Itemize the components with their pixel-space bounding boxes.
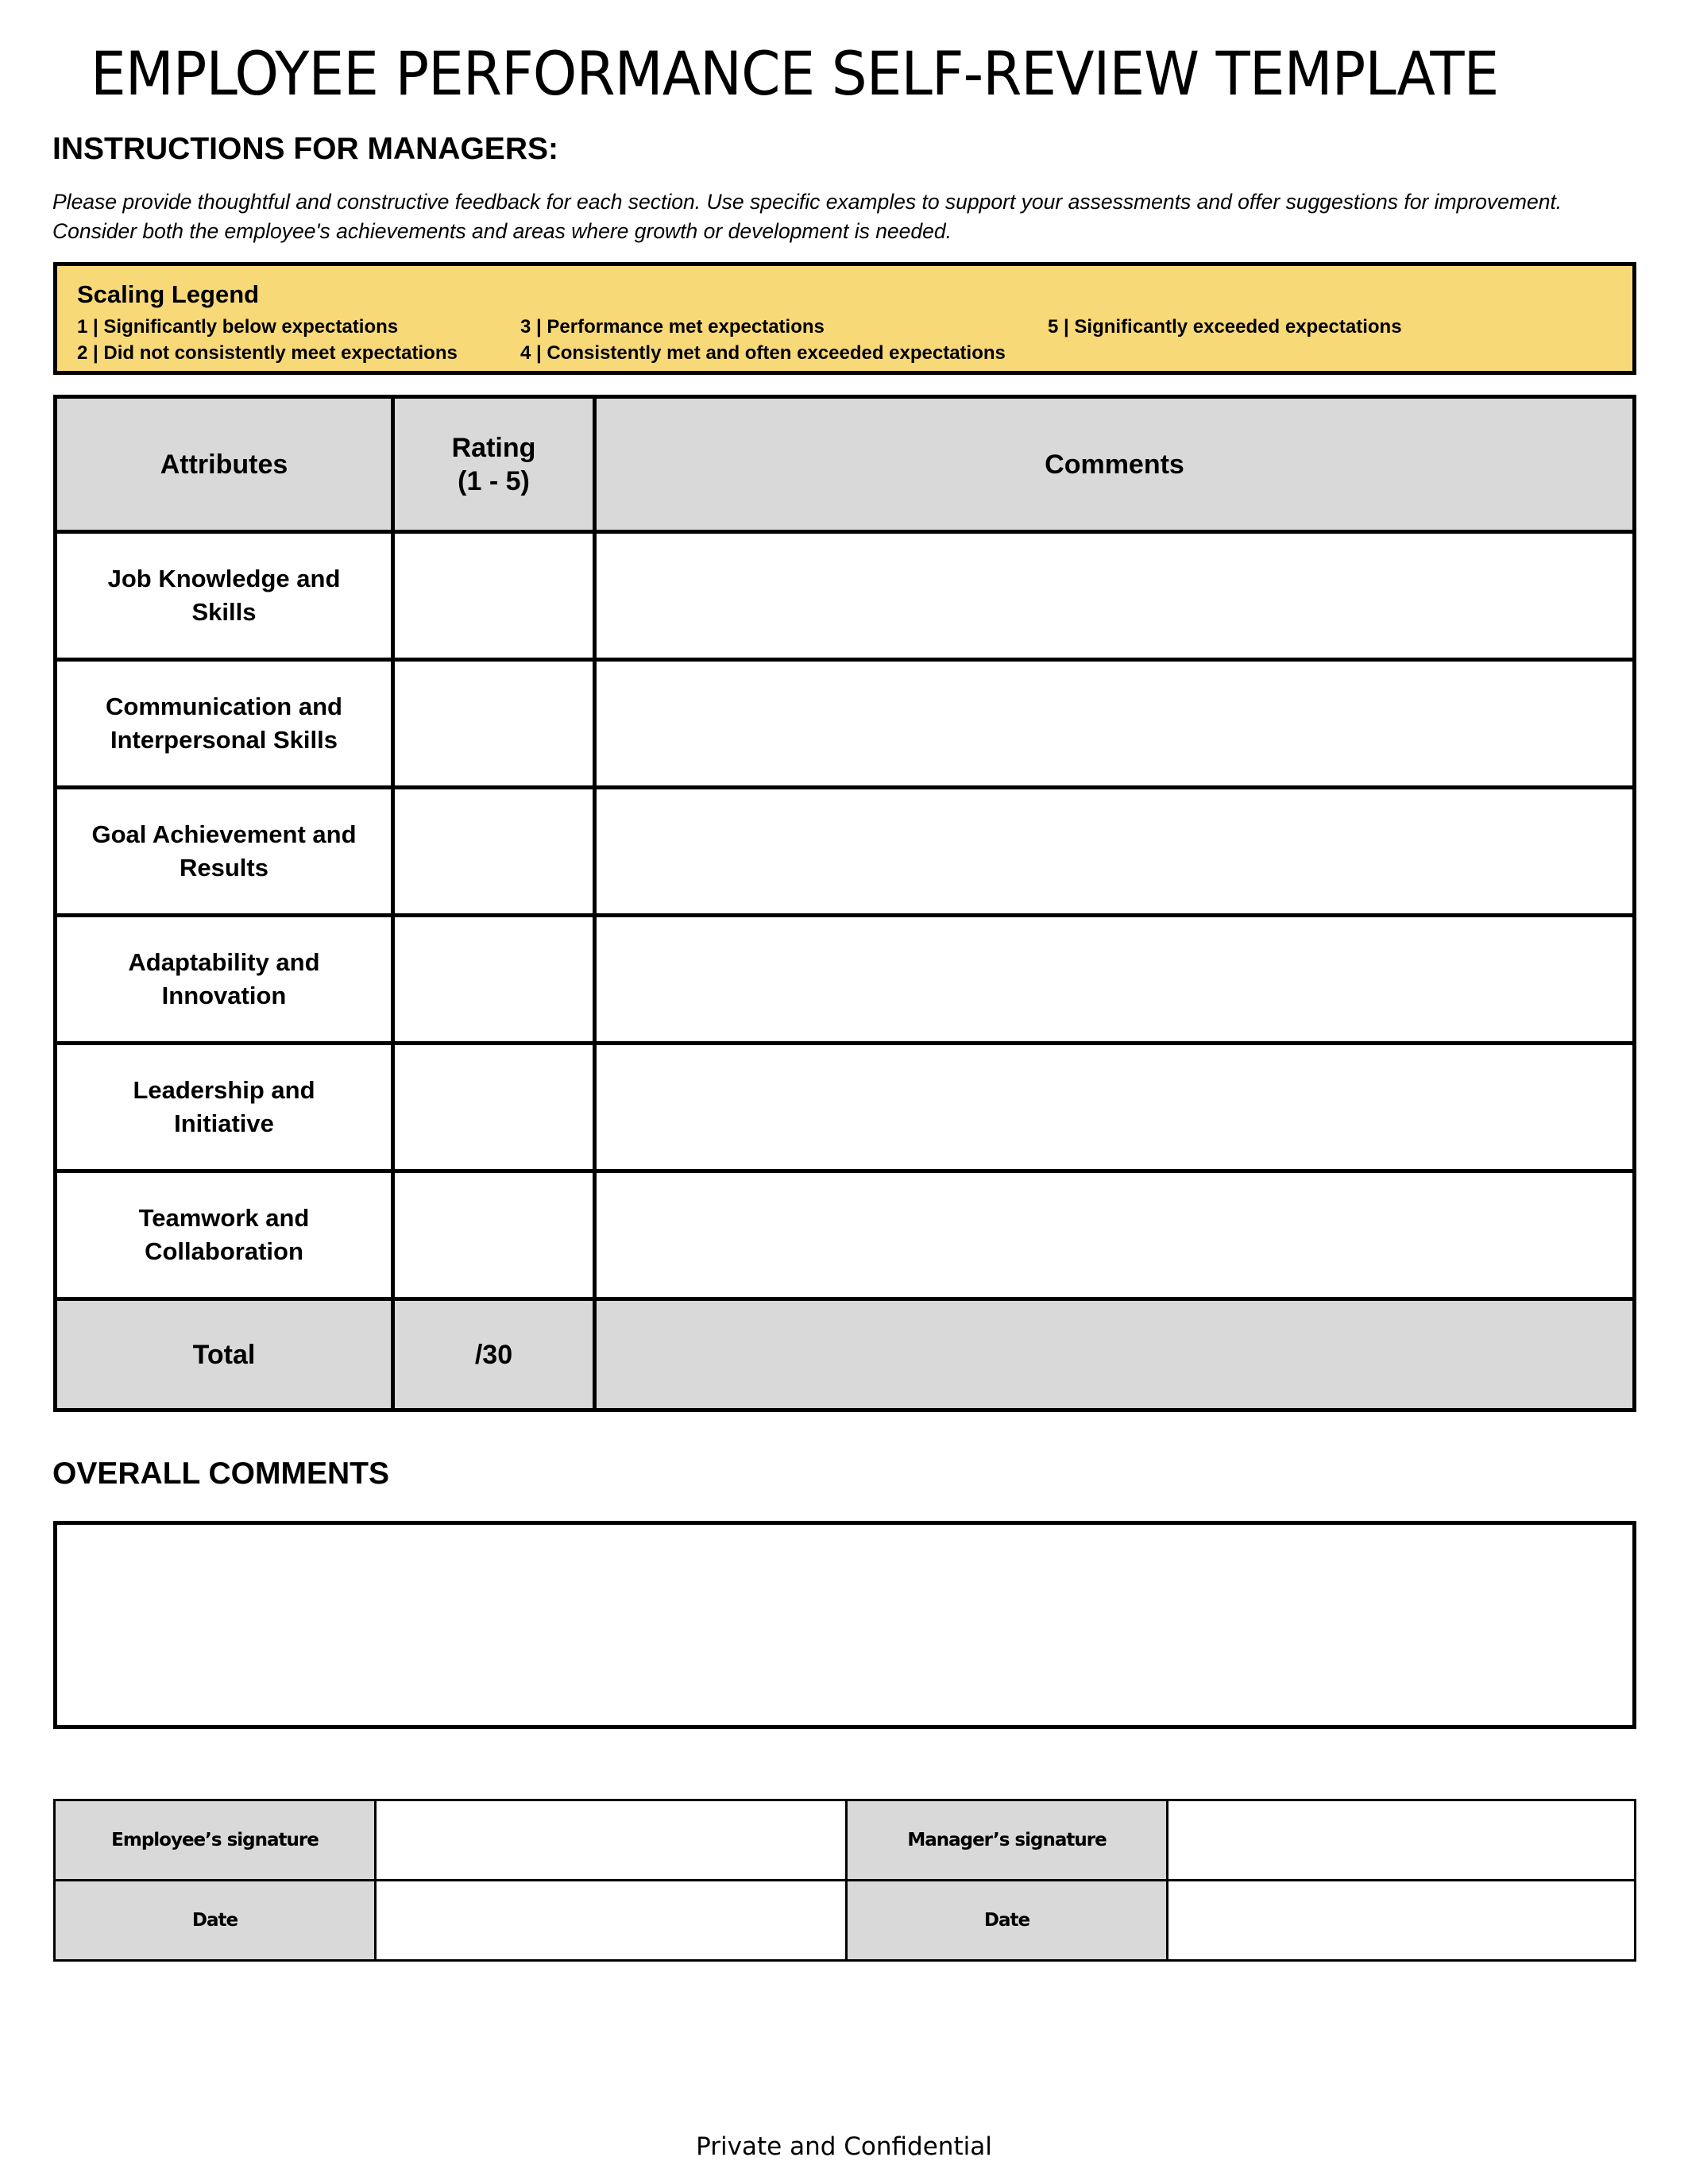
- overall-comments-heading: OVERALL COMMENTS: [52, 1457, 389, 1491]
- total-comments: [595, 1299, 1635, 1410]
- attribute-label: Adaptability and Innovation: [128, 948, 320, 1009]
- attribute-label: Job Knowledge and Skills: [107, 565, 341, 626]
- attribute-cell: [56, 788, 393, 916]
- signature-row: [55, 1800, 1636, 1881]
- manager-date-field[interactable]: [1168, 1881, 1636, 1961]
- table-row: [56, 532, 1635, 660]
- legend-item-2: 2 | Did not consistently meet expectations: [77, 342, 458, 364]
- footer-text: Private and Confidential: [696, 2132, 992, 2161]
- rating-input[interactable]: [393, 1044, 595, 1171]
- instructions-heading: INSTRUCTIONS FOR MANAGERS:: [52, 132, 558, 166]
- comments-input[interactable]: [595, 916, 1635, 1044]
- attribute-label: Leadership and Initiative: [133, 1076, 315, 1137]
- attribute-cell: [56, 532, 393, 660]
- attribute-cell: [56, 1171, 393, 1299]
- comments-input[interactable]: [595, 660, 1635, 788]
- table-row: [56, 1044, 1635, 1171]
- table-row: [56, 788, 1635, 916]
- comments-input[interactable]: [595, 532, 1635, 660]
- total-label: Total: [56, 1299, 393, 1410]
- legend-item-5: 5 | Significantly exceeded expectations: [1048, 316, 1402, 338]
- header-rating-line2: (1 - 5): [458, 465, 530, 496]
- employee-date-label: Date: [55, 1881, 376, 1961]
- attribute-label: Goal Achievement and Results: [91, 820, 357, 882]
- table-row: [56, 1171, 1635, 1299]
- attribute-label: Communication and Interpersonal Skills: [106, 693, 342, 754]
- manager-signature-label: Manager’s signature: [847, 1800, 1168, 1881]
- employee-date-field[interactable]: [376, 1881, 847, 1961]
- header-rating: [393, 397, 595, 532]
- rating-input[interactable]: [393, 532, 595, 660]
- legend-title: Scaling Legend: [77, 280, 260, 308]
- legend-item-3: 3 | Performance met expectations: [520, 316, 825, 338]
- header-attributes: Attributes: [56, 397, 393, 532]
- total-rating: /30: [393, 1299, 595, 1410]
- rating-input[interactable]: [393, 916, 595, 1044]
- signature-table: [53, 1799, 1636, 1962]
- overall-comments-input[interactable]: [53, 1521, 1636, 1729]
- comments-input[interactable]: [595, 1044, 1635, 1171]
- employee-signature-label: Employee’s signature: [55, 1800, 376, 1881]
- instructions-text: Please provide thoughtful and constructive feedback for each section. Use specific examples to support your assessments and offer suggestions for improvement. Consider both the employee's achievements and areas where growth or development is needed.: [52, 190, 1562, 243]
- comments-input[interactable]: [595, 788, 1635, 916]
- date-row: [55, 1881, 1636, 1961]
- table-row: [56, 660, 1635, 788]
- attribute-cell: [56, 1044, 393, 1171]
- attribute-label: Teamwork and Collaboration: [138, 1204, 310, 1265]
- comments-input[interactable]: [595, 1171, 1635, 1299]
- header-comments: Comments: [595, 397, 1635, 532]
- page-title: EMPLOYEE PERFORMANCE SELF-REVIEW TEMPLATE: [91, 38, 1499, 109]
- table-header-row: [56, 397, 1635, 532]
- scaling-legend: [53, 262, 1636, 375]
- rating-input[interactable]: [393, 660, 595, 788]
- rating-table: [53, 395, 1636, 1412]
- legend-item-1: 1 | Significantly below expectations: [77, 316, 399, 338]
- header-rating-line1: Rating: [451, 432, 536, 463]
- rating-input[interactable]: [393, 1171, 595, 1299]
- attribute-cell: [56, 916, 393, 1044]
- rating-input[interactable]: [393, 788, 595, 916]
- manager-date-label: Date: [847, 1881, 1168, 1961]
- table-row: [56, 916, 1635, 1044]
- attribute-cell: [56, 660, 393, 788]
- employee-signature-field[interactable]: [376, 1800, 847, 1881]
- manager-signature-field[interactable]: [1168, 1800, 1636, 1881]
- total-row: [56, 1299, 1635, 1410]
- legend-item-4: 4 | Consistently met and often exceeded expectations: [520, 342, 1006, 364]
